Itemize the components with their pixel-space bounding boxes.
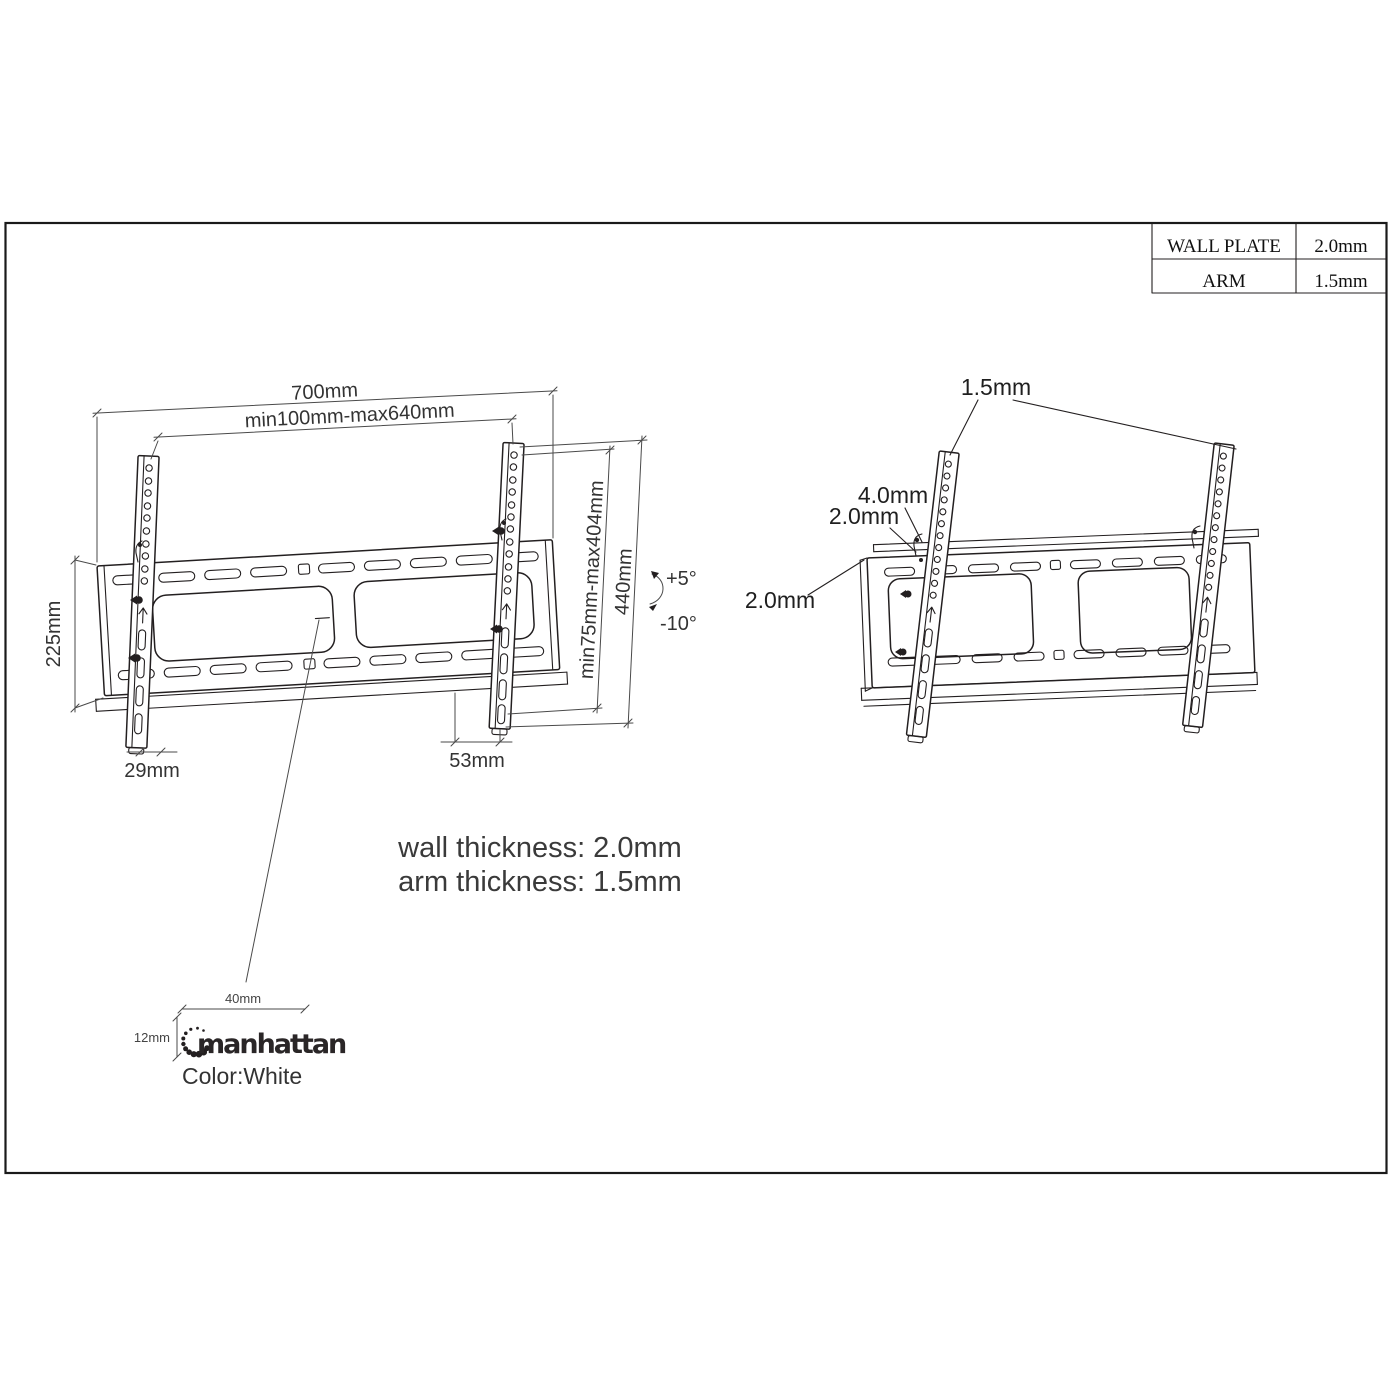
logo-width-dim: 40mm bbox=[224, 991, 262, 1006]
thickness-notes bbox=[397, 832, 682, 898]
spec-row-value: 1.5mm bbox=[1314, 271, 1368, 292]
tilt-down-label: -10° bbox=[660, 613, 697, 635]
dim-height-range: min75mm-max404mm bbox=[575, 479, 609, 680]
logo-block bbox=[134, 991, 346, 1089]
arm-thickness-note: arm thickness: 1.5mm bbox=[398, 866, 682, 898]
tilt-up-label: +5° bbox=[666, 568, 697, 590]
dim-width-range: min100mm-max640mm bbox=[244, 399, 456, 433]
plate-thickness-label: 2.0mm bbox=[828, 503, 900, 529]
dim-arm-offset: 53mm bbox=[449, 750, 505, 772]
spec-table bbox=[1152, 224, 1386, 293]
dim-height-total: 440mm bbox=[611, 547, 637, 616]
color-note: Color:White bbox=[182, 1063, 303, 1089]
dim-width-total: 700mm bbox=[290, 379, 359, 405]
spec-row-label: WALL PLATE bbox=[1167, 236, 1281, 257]
wall-thickness-note: wall thickness: 2.0mm bbox=[398, 832, 682, 864]
spec-row-label: ARM bbox=[1202, 271, 1246, 292]
spec-row-value: 2.0mm bbox=[1314, 236, 1368, 257]
brand-wordmark: manhattan bbox=[197, 1029, 346, 1060]
logo-height-dim: 12mm bbox=[133, 1030, 170, 1045]
dim-arm-width: 29mm bbox=[124, 760, 180, 782]
perspective-view bbox=[745, 374, 1265, 743]
arm-thickness-label: 1.5mm bbox=[960, 374, 1032, 400]
tilt-annotation bbox=[649, 568, 697, 635]
wall-plate-thickness-label: 2.0mm bbox=[744, 587, 816, 613]
hook-thickness-label: 4.0mm bbox=[857, 482, 929, 508]
dim-plate-height: 225mm bbox=[43, 600, 65, 668]
